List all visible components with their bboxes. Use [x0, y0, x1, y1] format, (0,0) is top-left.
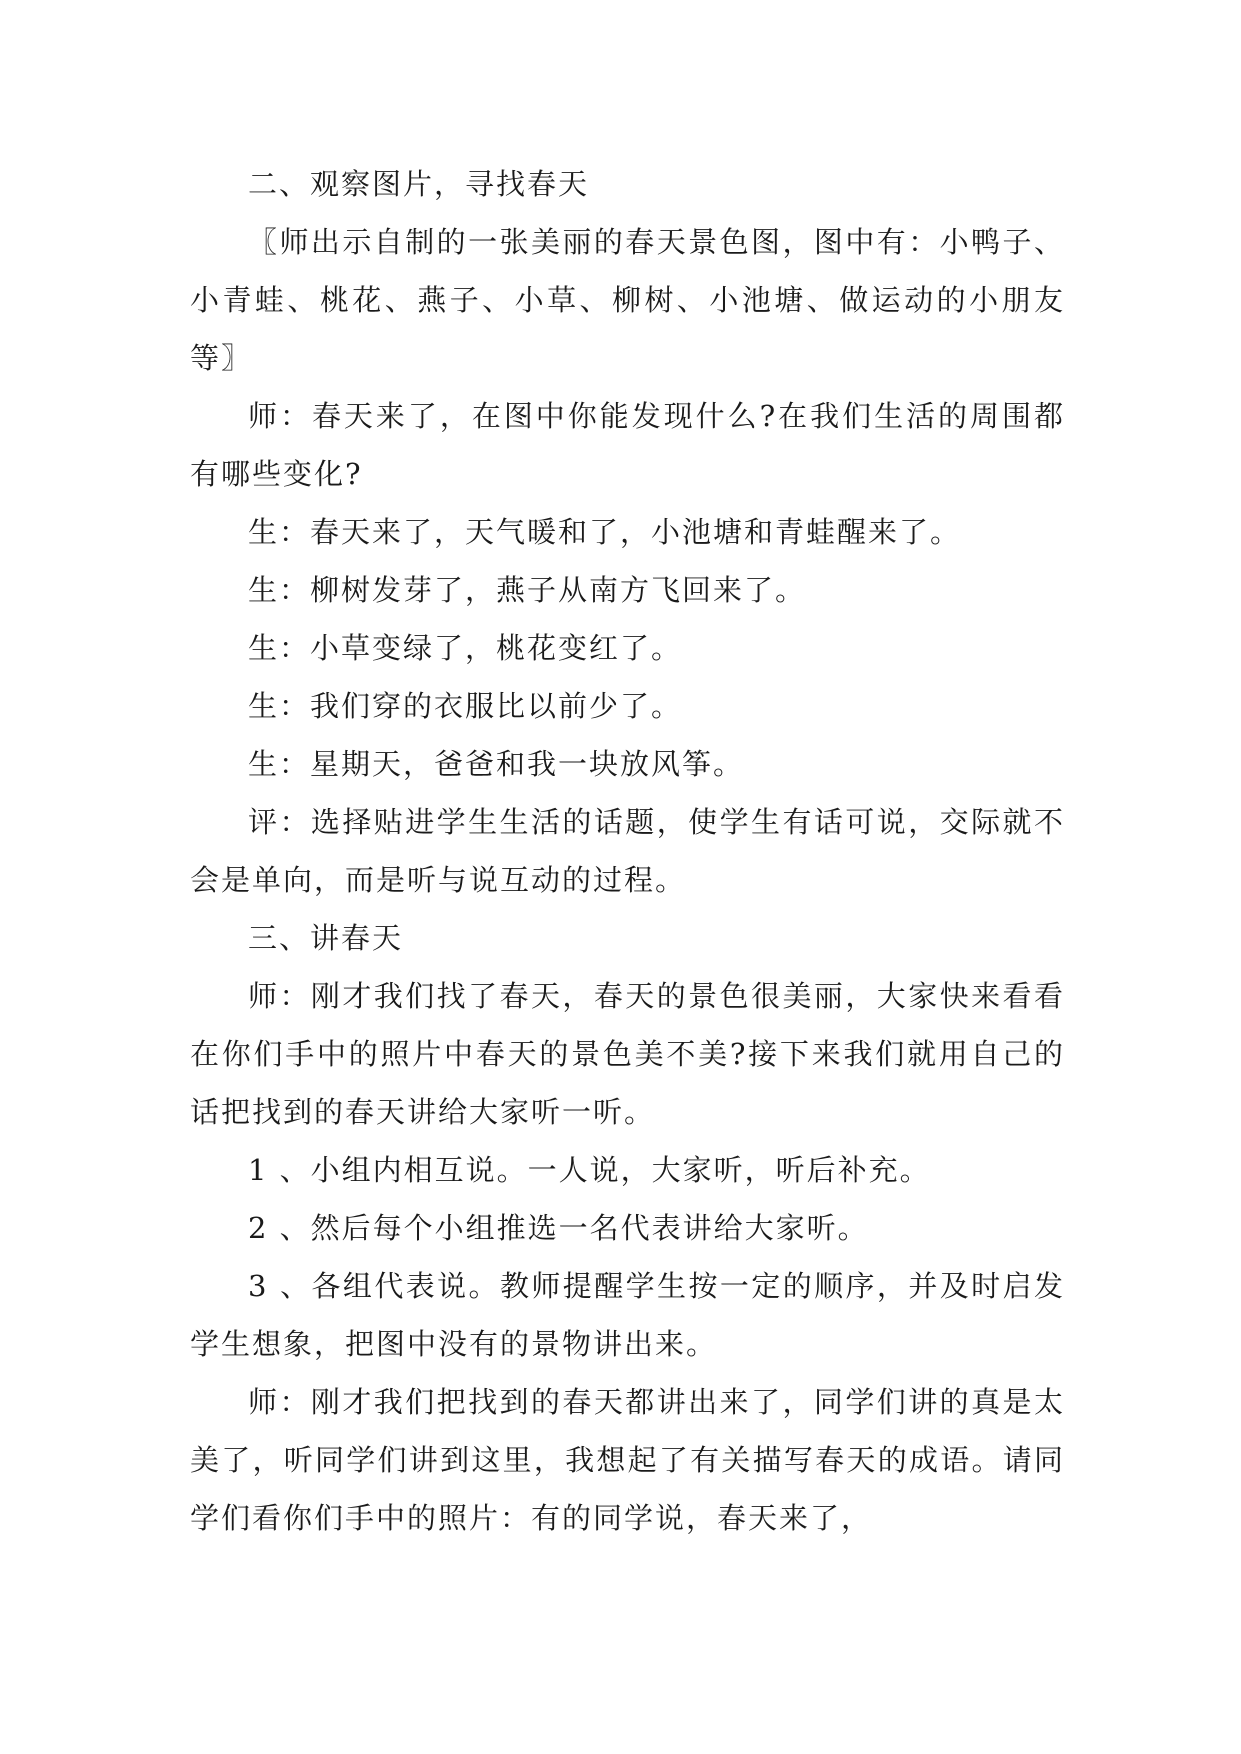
paragraph-teacher-question: 师：春天来了，在图中你能发现什么?在我们生活的周围都有哪些变化?	[190, 399, 1065, 491]
paragraph-student-answer-3: 生：小草变绿了，桃花变红了。	[248, 631, 683, 665]
list-item-step-3: 3 、各组代表说。教师提醒学生按一定的顺序，并及时启发学生想象，把图中没有的景物讲出来。	[190, 1269, 1065, 1361]
paragraph-student-answer-2: 生：柳树发芽了，燕子从南方飞回来了。	[248, 573, 807, 607]
paragraph-picture-description: 〖师出示自制的一张美丽的春天景色图，图中有：小鸭子、小青蛙、桃花、燕子、小草、柳树、小池塘、做运动的小朋友等〗	[190, 225, 1065, 375]
paragraph-teacher-intro: 师：刚才我们找了春天，春天的景色很美丽，大家快来看看在你们手中的照片中春天的景色美不美?接下来我们就用自己的话把找到的春天讲给大家听一听。	[190, 979, 1065, 1129]
list-item-step-1: 1 、小组内相互说。一人说，大家听，听后补充。	[248, 1153, 931, 1187]
paragraph-student-answer-5: 生：星期天，爸爸和我一块放风筝。	[248, 747, 745, 781]
paragraph-student-answer-1: 生：春天来了，天气暖和了，小池塘和青蛙醒来了。	[248, 515, 962, 549]
paragraph-comment: 评：选择贴进学生生活的话题，使学生有话可说，交际就不会是单向，而是听与说互动的过程。	[190, 805, 1065, 897]
paragraph-student-answer-4: 生：我们穿的衣服比以前少了。	[248, 689, 683, 723]
section-heading-tell: 三、讲春天	[248, 921, 404, 955]
paragraph-teacher-idioms: 师：刚才我们把找到的春天都讲出来了，同学们讲的真是太美了，听同学们讲到这里，我想起了有关描写春天的成语。请同学们看你们手中的照片：有的同学说，春天来了，	[190, 1385, 1065, 1535]
list-item-step-2: 2 、然后每个小组推选一名代表讲给大家听。	[248, 1211, 869, 1245]
section-heading-observe: 二、观察图片，寻找春天	[248, 167, 590, 201]
document-body	[190, 155, 1065, 1547]
